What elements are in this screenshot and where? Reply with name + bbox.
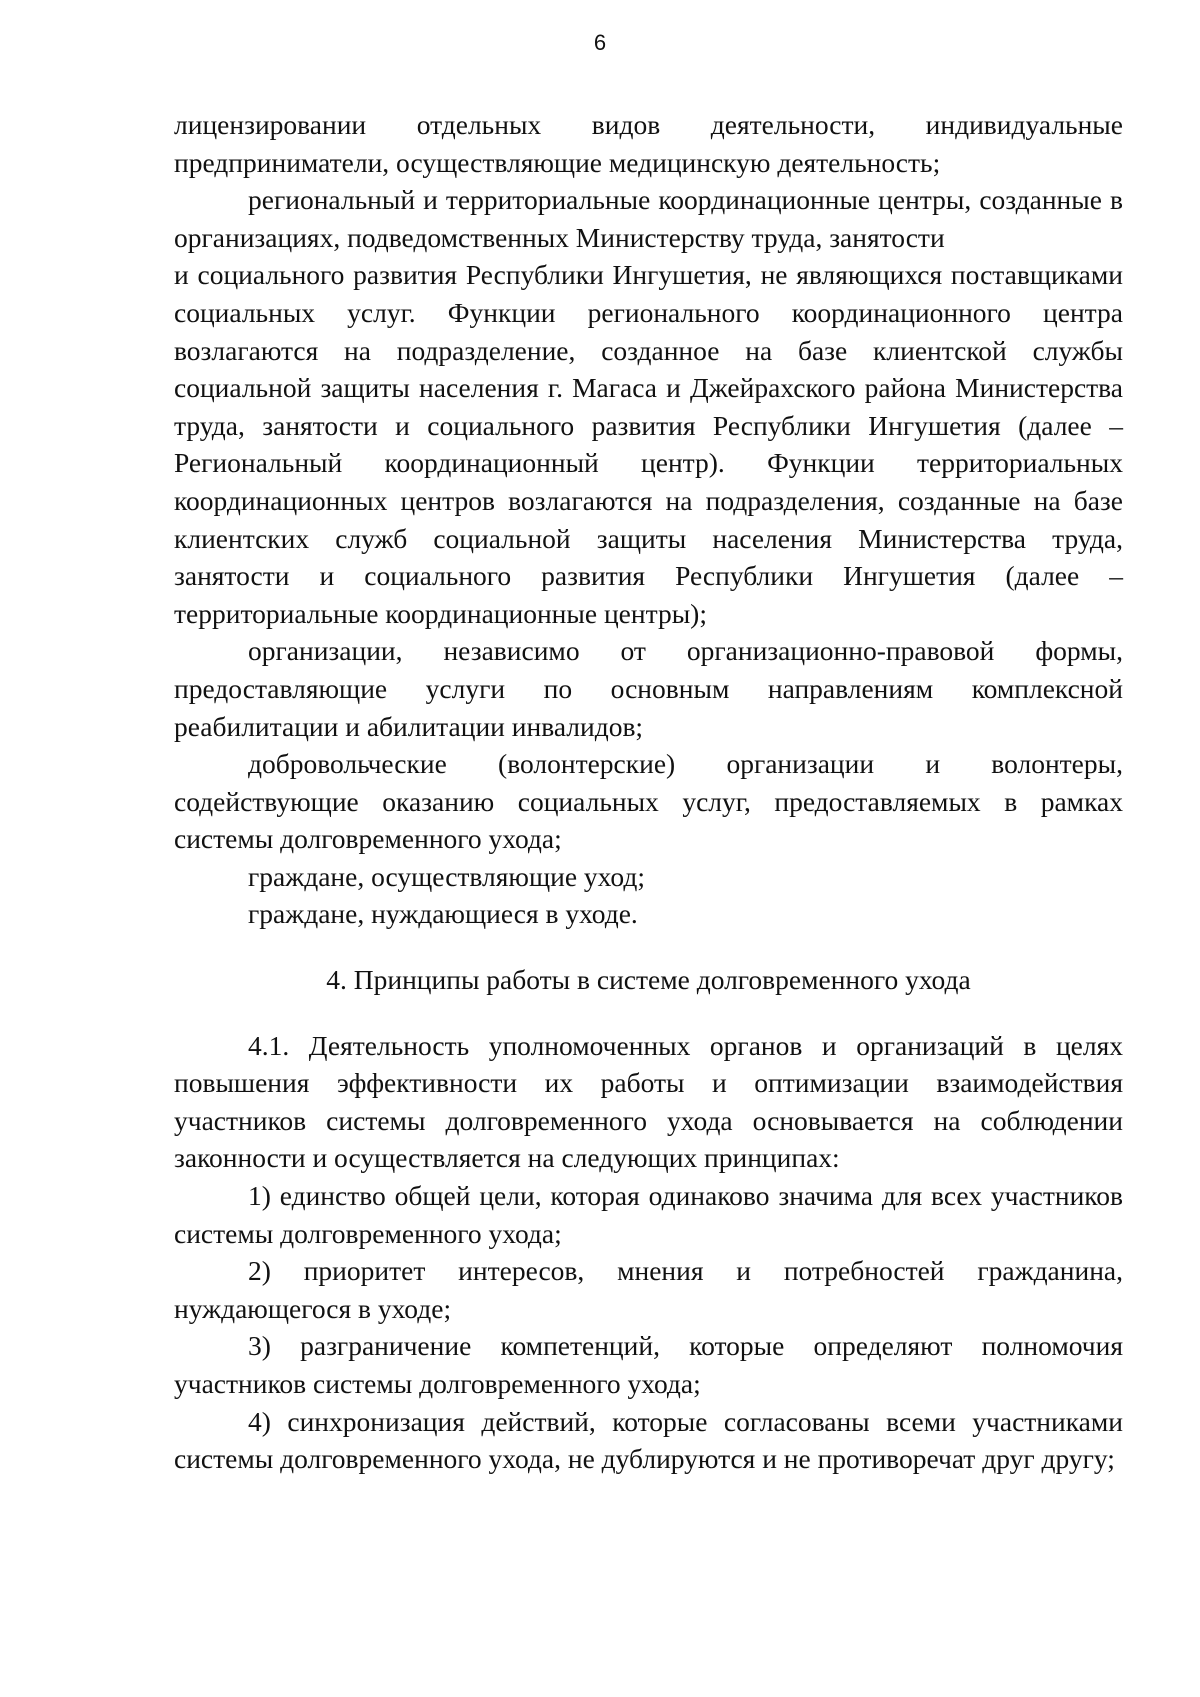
document-body — [174, 106, 1123, 1478]
paragraph: региональный и территориальные координационные центры, созданные в организациях, подведомственных Министерству труда, занятости — [174, 184, 1123, 253]
paragraph: 4.1. Деятельность уполномоченных органов и организаций в целях повышения эффективности их работы и оптимизации взаимодействия участников системы долговременного ухода основывается на соблюдении законности и осуществляется на следующих принципах: — [174, 1029, 1123, 1174]
list-item: 1) единство общей цели, которая одинаково значима для всех участников системы долговременного ухода; — [174, 1180, 1123, 1249]
paragraph: граждане, осуществляющие уход; — [248, 860, 645, 892]
page-number: 6 — [593, 30, 607, 55]
paragraph: добровольческие (волонтерские) организации и волонтеры, содействующие оказанию социальных услуг, предоставляемых в рамках системы долговременного ухода; — [174, 748, 1123, 855]
section-heading: 4. Принципы работы в системе долговременного ухода — [326, 964, 971, 996]
list-item: 3) разграничение компетенций, которые определяют полномочия участников системы долговременного ухода; — [174, 1330, 1123, 1399]
paragraph: организации, независимо от организационно-правовой формы, предоставляющие услуги по основным направлениям комплексной реабилитации и абилитации инвалидов; — [174, 635, 1123, 742]
paragraph: и социального развития Республики Ингушетия, не являющихся поставщиками социальных услуг. Функции регионального координационного центра возлагаются на подразделение, созданное на базе клиентской службы социальной защиты населения г. Магаса и Джейрахского района Министерства труда, занятости и социального развития Республики Ингушетия (далее – Региональный координационный центр). Функции территориальных координационных центров возлагаются на подразделения, созданные на базе клиентских служб социальной защиты населения Министерства труда, занятости и социального развития Республики Ингушетия (далее – территориальные координационные центры); — [174, 259, 1123, 629]
list-item: 2) приоритет интересов, мнения и потребностей гражданина, нуждающегося в уходе; — [174, 1255, 1123, 1324]
list-item: 4) синхронизация действий, которые согласованы всеми участниками системы долговременного ухода, не дублируются и не противоречат друг другу; — [174, 1405, 1123, 1475]
paragraph: граждане, нуждающиеся в уходе. — [248, 898, 638, 930]
paragraph: лицензировании отдельных видов деятельности, индивидуальные предприниматели, осуществляющие медицинскую деятельность; — [174, 109, 1123, 178]
